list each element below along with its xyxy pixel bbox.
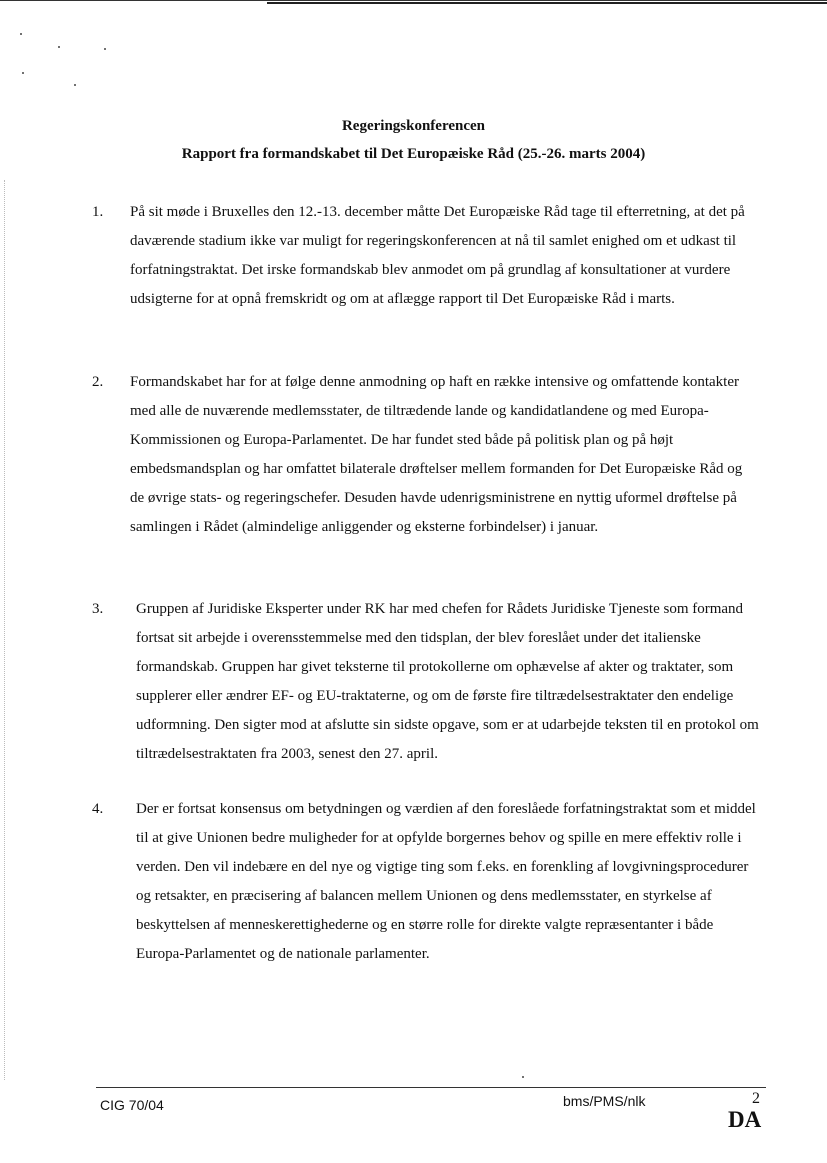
scan-speck: [20, 33, 22, 35]
paragraph-number: 1.: [92, 204, 104, 220]
scan-speck: [74, 84, 76, 86]
scan-edge-top: [0, 0, 827, 1]
document-subtitle: Rapport fra formandskabet til Det Europæiske Råd (25.-26. marts 2004): [181, 146, 646, 162]
paragraph-text: Der er fortsat konsensus om betydningen og værdien af den foreslåede forfatningstraktat som et middel til at give Unionen bedre muligheder for at opfylde borgernes behov og spille en mere effektiv rolle i verden. Den vil indebære en del nye og vigtige ting som f.eks. en forenkling af lovgivningsprocedurer og retsakter, en præcisering af balancen mellem Unionen og dens medlemsstater, en styrkelse af beskyttelsen af menneskerettighederne og en større rolle for direkte valgte repræsentanter i både Europa-Parlamentet og de nationale parlamenter.: [136, 801, 756, 962]
footer-initials: bms/PMS/nlk: [563, 1093, 646, 1109]
paragraph-text: På sit møde i Bruxelles den 12.-13. december måtte Det Europæiske Råd tage til efterretning, at det på daværende stadium ikke var muligt for regeringskonferencen at nå til samlet enighed om et udkast til forfatningstraktat. Det irske formandskab blev anmodet om på grundlag af konsultationer at vurdere udsigterne for at opnå fremskridt og om at aflægge rapport til Det Europæiske Råd i marts.: [130, 204, 745, 307]
document-title: Regeringskonferencen: [341, 118, 486, 134]
scan-speck: [58, 46, 60, 48]
footer-page-number: 2: [752, 1090, 760, 1107]
scan-edge-top-right: [267, 2, 827, 4]
paragraph-number: 3.: [92, 601, 104, 617]
footer-language-code: DA: [728, 1107, 762, 1132]
paragraph-text: Gruppen af Juridiske Eksperter under RK har med chefen for Rådets Juridiske Tjeneste som formand fortsat sit arbejde i overensstemmelse med den tidsplan, der blev foreslået under det italienske formandskab. Gruppen har givet teksterne til protokollerne om ophævelse af akter og traktater, som supplerer eller ændrer EF- og EU-traktaterne, og om de første fire tiltrædelsestraktater den endelige udformning. Den sigter mod at afslutte sin sidste opgave, som er at udarbejde teksten til en protokol om tiltrædelsestraktaten fra 2003, senest den 27. april.: [136, 601, 759, 762]
footer-doc-ref: CIG 70/04: [100, 1097, 164, 1113]
paragraph-number: 2.: [92, 374, 104, 390]
footer-divider: [96, 1087, 766, 1088]
scan-edge-left: [4, 180, 5, 1080]
paragraph-number: 4.: [92, 801, 104, 817]
scan-speck: [522, 1076, 524, 1078]
scan-speck: [22, 72, 24, 74]
paragraph-text: Formandskabet har for at følge denne anmodning op haft en række intensive og omfattende kontakter med alle de nuværende medlemsstater, de tiltrædende lande og kandidatlandene og med Europa-Kommissionen og Europa-Parlamentet. De har fundet sted både på politisk plan og på højt embedsmandsplan og har omfattet bilaterale drøftelser mellem formanden for Det Europæiske Råd og de øvrige stats- og regeringschefer. Desuden havde udenrigsministrene en nyttig uformel drøftelse på samlingen i Rådet (almindelige anliggender og eksterne forbindelser) i januar.: [130, 374, 743, 535]
scan-speck: [104, 48, 106, 50]
